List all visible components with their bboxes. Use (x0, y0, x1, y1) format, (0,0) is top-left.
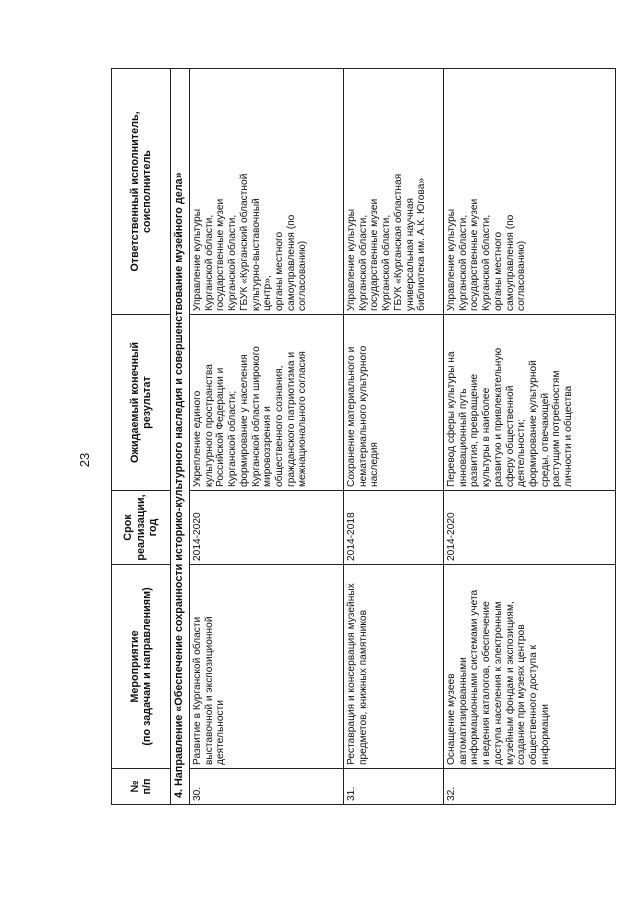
text-line: растущим потребностям (551, 370, 563, 487)
text-line: Сохранение материального и (346, 346, 357, 487)
text-line: культуры в наиболее (481, 387, 493, 487)
header-activity (112, 565, 171, 769)
text-line: 2014-2018 (346, 512, 357, 561)
text-line: п/п (141, 778, 153, 795)
row-result (344, 315, 444, 491)
text-line: Мероприятие (128, 630, 141, 703)
text-line: Курганской области, (481, 214, 493, 311)
text-line: информации (539, 704, 551, 765)
table-header-row (112, 69, 171, 805)
text-line: согласованию) (516, 240, 528, 311)
header-number (112, 769, 171, 805)
text-line: Оснащение музеев (446, 673, 457, 765)
text-line: Курганской области, (227, 214, 239, 311)
text-line: среды, отвечающей (539, 392, 551, 487)
text-line: общественного доступа к (527, 644, 539, 765)
text-line: Перевод сферы культуры на (446, 351, 457, 487)
row-executor (444, 69, 616, 315)
text-line: государственные музеи (215, 198, 227, 311)
text-line: автоматизированными (457, 657, 469, 765)
table-row (190, 69, 344, 805)
text-line: (по задачам и направлениям) (141, 587, 153, 746)
rotated-table-container (111, 69, 631, 805)
text-line: Российской Федерации и (215, 367, 227, 487)
text-line: нематериального культурного (357, 345, 369, 487)
row-period (344, 491, 444, 565)
text-line: создание при музеях центров (516, 624, 528, 765)
text-line: соисполнитель (141, 150, 153, 233)
row-executor (344, 69, 444, 315)
row-activity (344, 565, 444, 769)
table-row (444, 69, 616, 805)
text-line: самоуправления (по (285, 214, 297, 311)
text-line: государственные музеи (469, 198, 481, 311)
text-line: согласованию) (297, 240, 309, 311)
row-result (444, 315, 616, 491)
text-line: 2014-2020 (446, 512, 457, 561)
text-line: год (147, 518, 160, 537)
text-line: сферу общественной (504, 385, 516, 487)
text-line: ГБУК «Курганский областной (238, 173, 250, 311)
header-result (112, 315, 171, 491)
text-line: Реставрация и консервация музейных (346, 583, 357, 765)
text-line: результат (141, 376, 153, 429)
text-line: культурно-выставочный (250, 198, 262, 311)
text-line: Курганской области, (203, 214, 215, 311)
text-line: развитую и привлекательную (492, 347, 504, 487)
text-line: выставочной и экспозиционной (203, 616, 215, 765)
row-number: 31. (344, 769, 444, 805)
text-line: деятельности (215, 700, 227, 765)
text-line: Ожидаемый конечный (128, 341, 141, 464)
text-line: инновационный путь (457, 388, 469, 487)
text-line: органы местного (492, 231, 504, 311)
text-line: наследия (369, 442, 381, 487)
text-line: Управление культуры (192, 208, 203, 311)
row-activity (444, 565, 616, 769)
text-line: Управление культуры (446, 208, 457, 311)
program-table (111, 68, 616, 805)
text-line: самоуправления (по (504, 214, 516, 311)
text-line: центр», (262, 275, 274, 311)
text-line: межнационального согласия (297, 351, 309, 487)
table-row (344, 69, 444, 805)
row-result (190, 315, 344, 491)
header-executor (112, 69, 171, 315)
text-line: информационными системами учета (469, 589, 481, 765)
text-line: Укрепление единого (192, 390, 203, 487)
text-line: 2014-2020 (192, 512, 203, 561)
text-line: № (128, 780, 141, 793)
text-line: Ответственный исполнитель, (128, 111, 141, 272)
text-line: мировоззрения и (262, 406, 274, 487)
text-line: универсальная научная (404, 197, 416, 311)
text-line: музейным фондам и экспозициям, (504, 601, 516, 765)
row-activity (190, 565, 344, 769)
text-line: культурного пространства (203, 364, 215, 487)
text-line: гражданского патриотизма и (285, 351, 297, 487)
text-line: и ведения каталогов, обеспечение (481, 601, 493, 765)
text-line: предметов, книжных памятников (357, 610, 369, 765)
text-line: Срок (122, 514, 135, 541)
text-line: библиотека им. А.К. Югова» (416, 177, 428, 311)
text-line: государственные музеи (369, 198, 381, 311)
text-line: деятельности; (516, 419, 528, 487)
text-line: Курганской области, (457, 214, 469, 311)
row-number: 30. (190, 769, 344, 805)
text-line: Развитие в Курганской области (192, 616, 203, 765)
text-line: реализации, (134, 494, 147, 561)
text-line: Курганской области, (381, 214, 393, 311)
text-line: органы местного (273, 231, 285, 311)
page-number: 23 (77, 452, 92, 468)
text-line: Курганской области; (227, 390, 239, 487)
text-line: общественного сознания, (273, 365, 285, 487)
text-line: формирование культурной (527, 360, 539, 487)
header-period (112, 491, 171, 565)
text-line: личности и общества (563, 385, 575, 487)
text-line: Курганской области, (357, 214, 369, 311)
row-executor (190, 69, 344, 315)
row-number: 32. (444, 769, 616, 805)
row-period (190, 491, 344, 565)
text-line: развития, превращение (469, 373, 481, 487)
text-line: Управление культуры (346, 208, 357, 311)
section-row (171, 69, 190, 805)
section-title: 4. Направление «Обеспечение сохранности историко-культурного наследия и совершенствование музейного дела» (171, 69, 190, 805)
text-line: Курганской области широкого (250, 346, 262, 487)
text-line: ГБУК «Курганская областная (392, 173, 404, 311)
text-line: доступа населения к электронным (492, 601, 504, 765)
row-period (444, 491, 616, 565)
text-line: формирование у населения (238, 354, 250, 487)
